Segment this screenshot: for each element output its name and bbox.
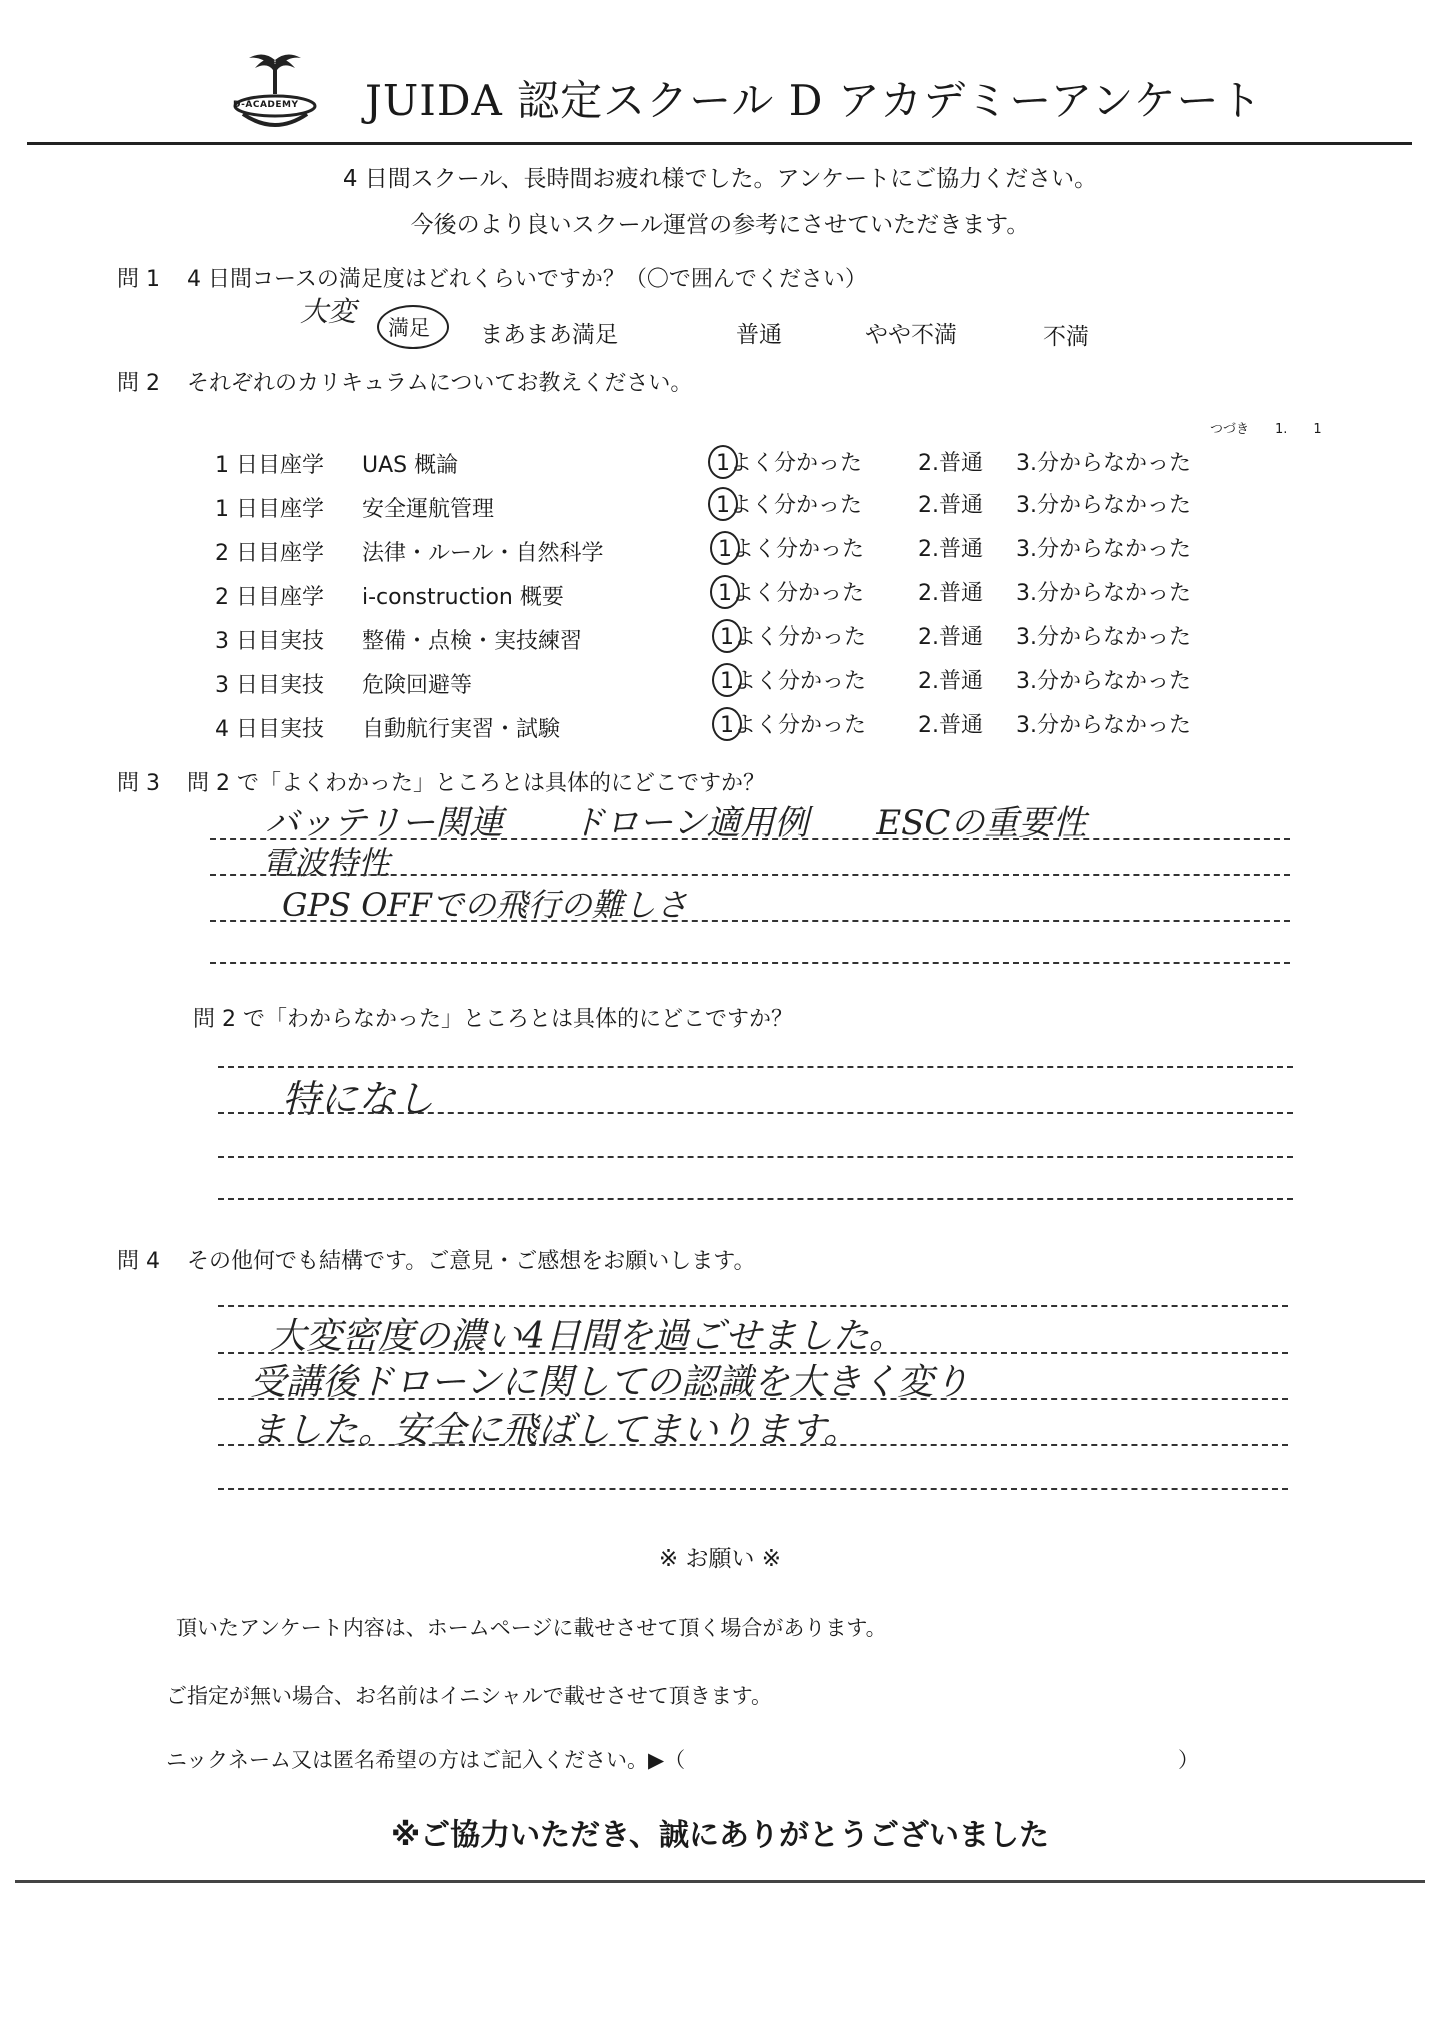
- answer-line: [218, 1398, 1288, 1400]
- q3-label: 問 3: [117, 771, 160, 796]
- rating-option-1: 1よく分かった: [720, 669, 866, 694]
- rating-option-3: 3.分からなかった: [1016, 625, 1191, 650]
- answer-line: [210, 874, 1290, 876]
- rating-option-2: 2.普通: [918, 581, 983, 606]
- rating-option-3: 3.分からなかった: [1016, 581, 1191, 606]
- rating-option-1: 1よく分かった: [716, 493, 862, 518]
- curriculum-day: 2 日目座学: [215, 541, 324, 566]
- palm-tree-icon: [225, 48, 325, 138]
- q4-answer-line-3: ました。安全に飛ばしてまいります。: [250, 1410, 860, 1451]
- rating-option-1: 1よく分かった: [720, 625, 866, 650]
- logo-text: D-ACADEMY: [233, 100, 299, 110]
- notice-heading: ※ お願い ※: [658, 1546, 782, 1572]
- rating-option-2: 2.普通: [918, 493, 983, 518]
- rating-option-1: 1よく分かった: [718, 537, 864, 562]
- rating-option-1: 1よく分かった: [716, 451, 862, 476]
- notice-line-1: 頂いたアンケート内容は、ホームページに載せさせて頂く場合があります。: [176, 1616, 887, 1640]
- logo: [225, 48, 325, 138]
- rating-option-3: 3.分からなかった: [1016, 669, 1191, 694]
- q4-answer-line-2: 受講後ドローンに関しての認識を大きく変り: [250, 1362, 970, 1403]
- curriculum-topic: 自動航行実習・試験: [362, 717, 561, 742]
- page-title: JUIDA 認定スクール D アカデミーアンケート: [365, 76, 1263, 125]
- curriculum-day: 2 日目座学: [215, 585, 324, 610]
- q3-sub-answer: 特になし: [282, 1077, 435, 1121]
- rating-option-1: 1よく分かった: [718, 581, 864, 606]
- q3-answer-line-1: バッテリー関連 ドローン適用例 ESCの重要性: [265, 803, 1087, 843]
- curriculum-day: 3 日目実技: [215, 629, 324, 654]
- q1-option-5: 不満: [1043, 324, 1089, 350]
- curriculum-topic: i-construction 概要: [362, 585, 564, 610]
- answer-line: [218, 1156, 1293, 1158]
- curriculum-day: 3 日目実技: [215, 673, 324, 698]
- rating-option-3: 3.分からなかった: [1016, 713, 1191, 738]
- rating-option-1: 1よく分かった: [720, 713, 866, 738]
- q2-continuation: つづき 1. 1: [1210, 422, 1322, 437]
- rating-option-2: 2.普通: [918, 451, 983, 476]
- answer-line: [218, 1112, 1293, 1114]
- curriculum-topic: 危険回避等: [362, 673, 473, 698]
- answer-line: [210, 962, 1290, 964]
- q1-text: 4 日間コースの満足度はどれくらいですか？（〇で囲んでください）: [187, 267, 867, 292]
- q3-answer-line-3: GPS OFFでの飛行の難しさ: [282, 886, 688, 924]
- rating-option-2: 2.普通: [918, 625, 983, 650]
- rating-option-3: 3.分からなかった: [1016, 451, 1191, 476]
- rating-option-2: 2.普通: [918, 713, 983, 738]
- q1-option-2: まあまあ満足: [480, 322, 618, 348]
- bottom-border: [15, 1880, 1425, 1883]
- thanks-message: ※ご協力いただき、誠にありがとうございました: [391, 1818, 1049, 1853]
- q2-label: 問 2: [117, 371, 160, 396]
- q3-answer-line-2: 電波特性: [262, 844, 391, 882]
- q1-handwritten-prefix: 大変: [300, 295, 357, 328]
- answer-line: [218, 1444, 1288, 1446]
- curriculum-topic: 法律・ルール・自然科学: [362, 541, 604, 566]
- curriculum-topic: 安全運航管理: [362, 497, 495, 522]
- answer-line: [218, 1305, 1288, 1307]
- q1-option-4: やや不満: [865, 322, 957, 348]
- notice-line-2: ご指定が無い場合、お名前はイニシャルで載せさせて頂きます。: [166, 1684, 773, 1708]
- q1-option-1: 満足: [388, 316, 430, 340]
- q4-text: その他何でも結構です。ご意見・ご感想をお願いします。: [187, 1249, 756, 1274]
- intro-line-2: 今後のより良いスクール運営の参考にさせていただきます。: [410, 212, 1030, 238]
- curriculum-topic: 整備・点検・実技練習: [362, 629, 583, 654]
- q1-label: 問 1: [117, 267, 160, 292]
- answer-line: [218, 1488, 1288, 1490]
- curriculum-day: 1 日目座学: [215, 497, 324, 522]
- q2-text: それぞれのカリキュラムについてお教えください。: [187, 371, 693, 396]
- notice-line-3-close: ）: [1178, 1748, 1199, 1772]
- title-divider: [27, 142, 1412, 145]
- notice-line-3: ニックネーム又は匿名希望の方はご記入ください。▶（: [166, 1748, 686, 1772]
- q4-label: 問 4: [117, 1249, 160, 1274]
- q3-sub-text: 問 2 で「わからなかった」ところとは具体的にどこですか？: [193, 1007, 793, 1032]
- curriculum-day: 4 日目実技: [215, 717, 324, 742]
- rating-option-3: 3.分からなかった: [1016, 537, 1191, 562]
- q3-text: 問 2 で「よくわかった」ところとは具体的にどこですか？: [187, 771, 765, 796]
- rating-option-2: 2.普通: [918, 537, 983, 562]
- answer-line: [218, 1198, 1293, 1200]
- answer-line: [210, 920, 1290, 922]
- q4-answer-line-1: 大変密度の濃い4日間を過ごせました。: [270, 1316, 905, 1357]
- curriculum-topic: UAS 概論: [362, 453, 459, 478]
- rating-option-2: 2.普通: [918, 669, 983, 694]
- q1-option-3: 普通: [736, 322, 782, 348]
- rating-option-3: 3.分からなかった: [1016, 493, 1191, 518]
- intro-line-1: 4 日間スクール、長時間お疲れ様でした。アンケートにご協力ください。: [342, 166, 1098, 192]
- curriculum-day: 1 日目座学: [215, 453, 324, 478]
